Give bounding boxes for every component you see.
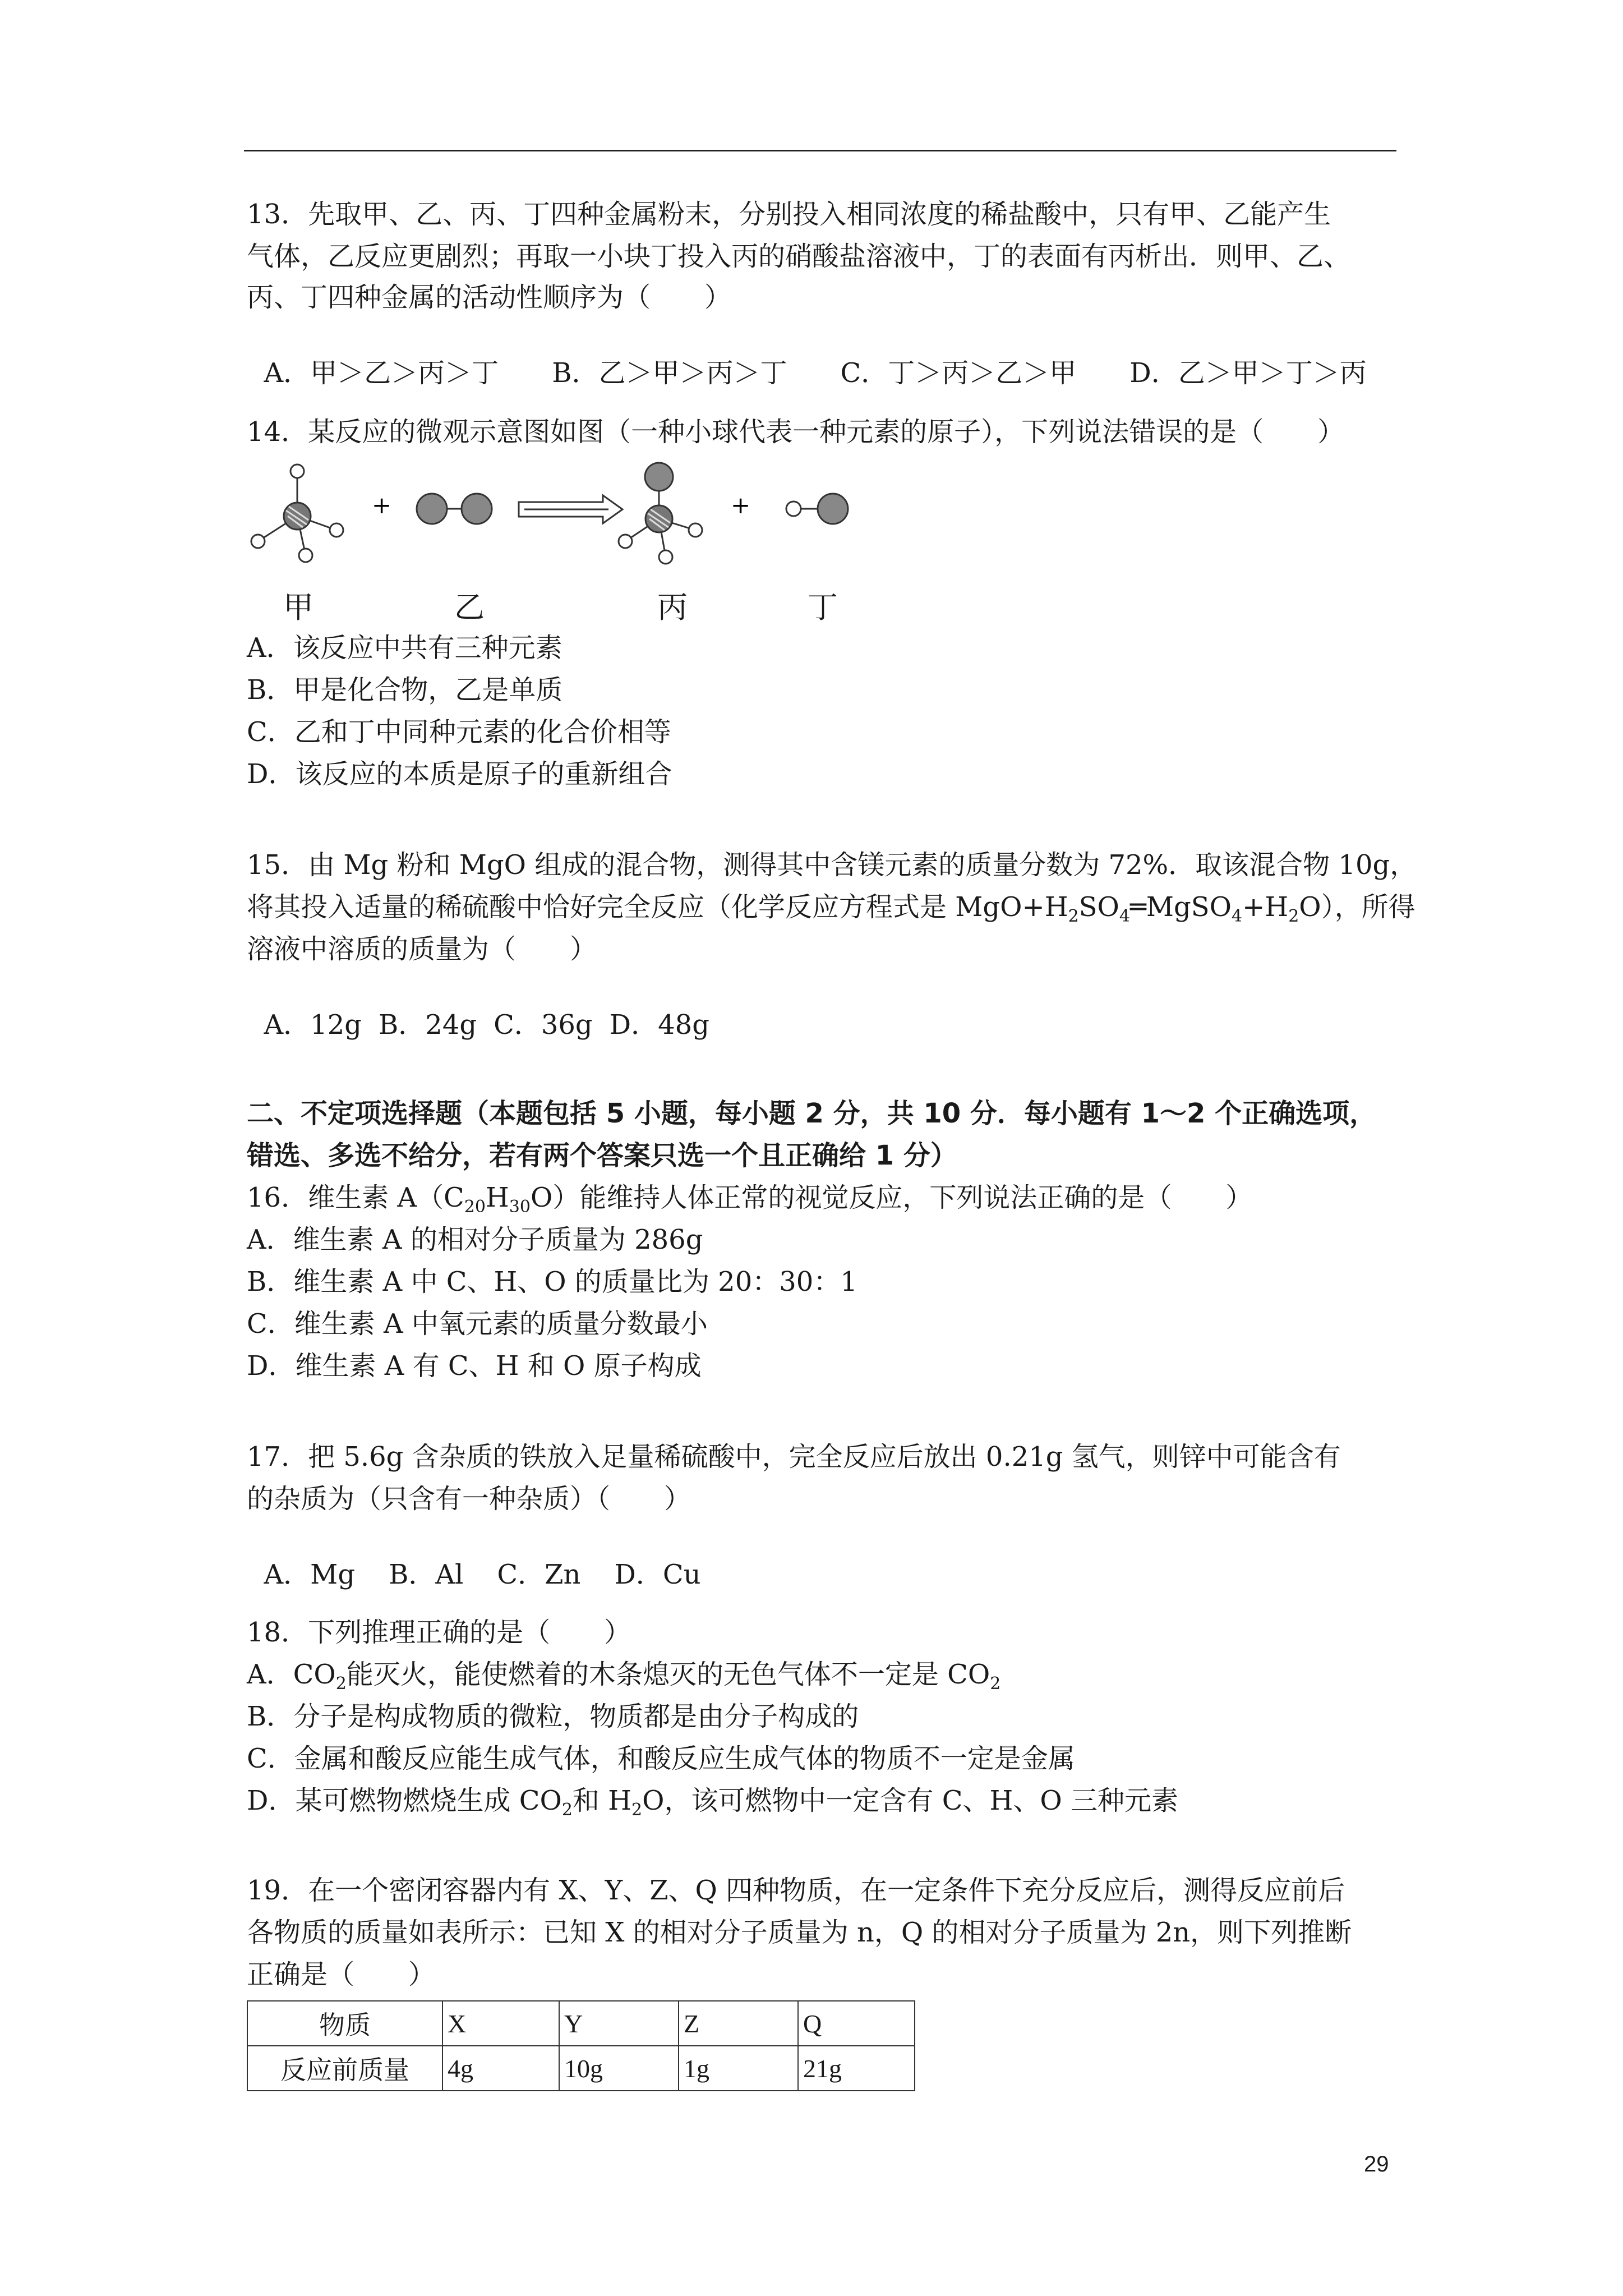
q13-stem-line3: 丙、丁四种金属的活动性顺序为（ ） xyxy=(247,282,732,313)
q13-option-a[interactable]: A．甲＞乙＞丙＞丁 xyxy=(264,357,499,389)
q17-option-c[interactable]: C．Zn xyxy=(497,1559,581,1590)
label-yi: 乙 xyxy=(454,590,485,625)
table-cell: Z xyxy=(679,2001,798,2046)
q16-option-a[interactable]: A．维生素 A 的相对分子质量为 286g xyxy=(247,1224,703,1255)
q17-option-d[interactable]: D．Cu xyxy=(614,1559,701,1590)
q13-stem-line1: 13．先取甲、乙、丙、丁四种金属粉末，分别投入相同浓度的稀盐酸中，只有甲、乙能产生 xyxy=(247,199,1331,230)
header-rule xyxy=(244,150,1396,151)
q13-option-b[interactable]: B．乙＞甲＞丙＞丁 xyxy=(552,357,787,389)
q17-options xyxy=(247,1524,701,1591)
q18-stem: 18．下列推理正确的是（ ） xyxy=(247,1617,631,1648)
molecule-ding xyxy=(786,494,848,524)
table-cell: 21g xyxy=(798,2046,915,2091)
q19-stem-line2: 各物质的质量如表所示：已知 X 的相对分子质量为 n，Q 的相对分子质量为 2n，则下列推断 xyxy=(247,1917,1352,1948)
table-row xyxy=(247,2046,915,2091)
q19-stem-line1: 19．在一个密闭容器内有 X、Y、Z、Q 四种物质，在一定条件下充分反应后，测得反应前后 xyxy=(247,1875,1345,1906)
q19-mass-table xyxy=(247,2000,915,2091)
q18-option-b[interactable]: B．分子是构成物质的微粒，物质都是由分子构成的 xyxy=(247,1701,859,1732)
q13-option-c[interactable]: C．丁＞丙＞乙＞甲 xyxy=(840,357,1077,389)
q19-stem-line3: 正确是（ ） xyxy=(247,1959,436,1990)
page-number: 29 xyxy=(1364,2152,1389,2177)
q18-option-d[interactable]: D．某可燃物燃烧生成 $CO_2$和 $H_2O$，该可燃物中一定含有 C、H、O 三种元素 xyxy=(247,1785,1178,1820)
q13-options xyxy=(247,323,1367,390)
q16-option-c[interactable]: C．维生素 A 中氧元素的质量分数最小 xyxy=(247,1308,708,1340)
table-header-row xyxy=(247,2001,915,2046)
molecule-jia xyxy=(251,464,343,562)
label-ding: 丁 xyxy=(808,590,838,625)
q15-option-a[interactable]: A．12g xyxy=(264,1009,362,1041)
molecule-yi xyxy=(417,494,492,524)
q13-option-d[interactable]: D．乙＞甲＞丁＞丙 xyxy=(1129,357,1367,389)
q14-stem: 14．某反应的微观示意图如图（一种小球代表一种元素的原子），下列说法错误的是（ ） xyxy=(247,416,1345,448)
q16-option-b[interactable]: B．维生素 A 中 C、H、O 的质量比为 20：30：1 xyxy=(247,1266,857,1297)
q15-options xyxy=(247,974,709,1042)
table-cell: Y xyxy=(559,2001,679,2046)
q17-stem-line2: 的杂质为（只含有一种杂质）（ ） xyxy=(247,1483,691,1515)
q13-stem-line2: 气体，乙反应更剧烈；再取一小块丁投入丙的硝酸盐溶液中，丁的表面有丙析出．则甲、乙、 xyxy=(247,241,1351,272)
q17-option-a[interactable]: A．Mg xyxy=(264,1559,356,1590)
q16-stem: 16．维生素 $A(C_{20}H_{30}O)$能维持人体正常的视觉反应，下列说法正确的是（ ） xyxy=(247,1182,1253,1217)
reaction-diagram xyxy=(244,457,895,631)
q15-option-b[interactable]: B．24g xyxy=(379,1009,477,1041)
q14-option-b[interactable]: B．甲是化合物，乙是单质 xyxy=(247,674,563,706)
q15-stem-line1: 15．由 Mg 粉和 MgO 组成的混合物，测得其中含镁元素的质量分数为 72%．取该混合物 10g， xyxy=(247,849,1417,881)
molecule-bing xyxy=(619,463,702,564)
table-cell: 反应前质量 xyxy=(247,2046,442,2091)
q18-option-c[interactable]: C．金属和酸反应能生成气体，和酸反应生成气体的物质不一定是金属 xyxy=(247,1743,1075,1774)
plus-sign-2: + xyxy=(731,491,751,519)
q15-stem-line2: 将其投入适量的稀硫酸中恰好完全反应（化学反应方程式是 $MgO+H_2SO_4═MgSO_4+H_2O$），所得 xyxy=(247,891,1415,926)
q18-option-a[interactable]: A．$CO_2$能灭火，能使燃着的木条熄灭的无色气体不一定是 $CO_2$ xyxy=(247,1659,1001,1694)
q14-option-a[interactable]: A．该反应中共有三种元素 xyxy=(247,632,562,664)
table-cell: 4g xyxy=(442,2046,559,2091)
q17-option-b[interactable]: B．Al xyxy=(389,1559,464,1590)
reaction-arrow-icon xyxy=(519,495,623,523)
table-cell: Q xyxy=(798,2001,915,2046)
label-jia: 甲 xyxy=(283,590,313,625)
table-cell: 1g xyxy=(679,2046,798,2091)
table-cell: X xyxy=(442,2001,559,2046)
plus-sign-1: + xyxy=(372,491,392,519)
q16-option-d[interactable]: D．维生素 A 有 C、H 和 O 原子构成 xyxy=(247,1350,702,1382)
q14-option-d[interactable]: D．该反应的本质是原子的重新组合 xyxy=(247,758,672,790)
q17-stem-line1: 17．把 5.6g 含杂质的铁放入足量稀硫酸中，完全反应后放出 0.21g 氢气，则锌中可能含有 xyxy=(247,1441,1341,1473)
section2-heading-line2: 错选、多选不给分，若有两个答案只选一个且正确给 1 分） xyxy=(247,1140,957,1171)
label-bing: 丙 xyxy=(657,590,688,625)
q15-option-d[interactable]: D．48g xyxy=(609,1009,709,1041)
section2-heading-line1: 二、不定项选择题（本题包括 5 小题，每小题 2 分，共 10 分．每小题有 1～2 个正确选项， xyxy=(247,1098,1377,1129)
table-cell: 物质 xyxy=(247,2001,442,2046)
q15-option-c[interactable]: C．36g xyxy=(494,1009,593,1041)
q14-option-c[interactable]: C．乙和丁中同种元素的化合价相等 xyxy=(247,716,671,748)
table-cell: 10g xyxy=(559,2046,679,2091)
q15-stem-line3: 溶液中溶质的质量为（ ） xyxy=(247,933,597,965)
